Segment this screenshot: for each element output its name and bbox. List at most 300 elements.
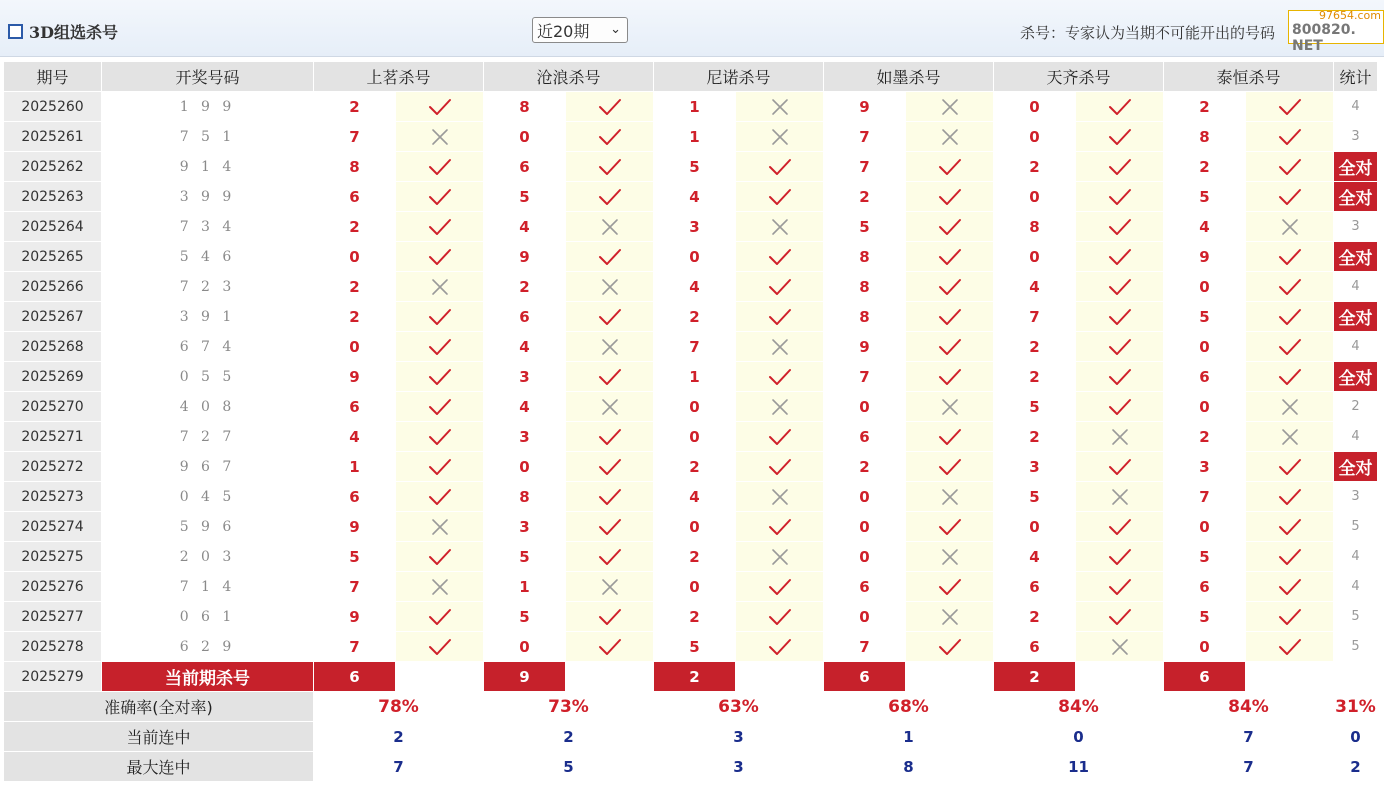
miss-mark-cell	[906, 92, 994, 122]
cross-icon	[601, 278, 619, 296]
table-row	[4, 542, 1378, 572]
kill-number-cell: 2	[994, 152, 1076, 182]
draw-number-cell: 7 2 7	[102, 422, 314, 452]
hit-mark-cell	[1076, 362, 1164, 392]
kill-number-cell: 8	[824, 242, 906, 272]
accuracy-row-value: 73%	[484, 692, 654, 722]
cross-icon	[771, 488, 789, 506]
cross-icon	[771, 398, 789, 416]
check-icon	[1108, 518, 1132, 536]
table-row	[4, 272, 1378, 302]
period-cell: 2025264	[4, 212, 102, 242]
cross-icon	[1111, 488, 1129, 506]
kill-number-cell: 0	[654, 392, 736, 422]
miss-mark-cell	[906, 122, 994, 152]
check-icon	[1278, 128, 1302, 146]
period-cell: 2025273	[4, 482, 102, 512]
hit-mark-cell	[1076, 302, 1164, 332]
kill-number-cell: 9	[314, 362, 396, 392]
kill-number-cell: 7	[1164, 482, 1246, 512]
col-header-expert: 天齐杀号	[994, 62, 1164, 92]
max-streak-row-label: 最大连中	[4, 752, 314, 782]
period-cell: 2025278	[4, 632, 102, 662]
hit-mark-cell	[1246, 602, 1334, 632]
kill-number-cell: 0	[484, 122, 566, 152]
check-icon	[598, 128, 622, 146]
table-row	[4, 92, 1378, 122]
kill-number-cell: 0	[824, 512, 906, 542]
check-icon	[428, 188, 452, 206]
check-icon	[428, 458, 452, 476]
kill-number-cell: 2	[824, 452, 906, 482]
kill-number-cell: 9	[824, 92, 906, 122]
hit-count-cell: 3	[1334, 482, 1378, 512]
cross-icon	[1111, 638, 1129, 656]
kill-number-cell: 8	[824, 272, 906, 302]
hit-mark-cell	[396, 362, 484, 392]
hit-mark-cell	[736, 242, 824, 272]
kill-number-cell: 3	[1164, 452, 1246, 482]
hit-mark-cell	[396, 92, 484, 122]
hit-mark-cell	[1246, 332, 1334, 362]
hit-mark-cell	[1076, 332, 1164, 362]
kill-number-table	[3, 61, 1378, 782]
kill-number-cell: 0	[994, 242, 1076, 272]
current-stat-spacer	[1334, 662, 1378, 692]
kill-number-cell: 3	[654, 212, 736, 242]
draw-number-cell: 7 3 4	[102, 212, 314, 242]
watermark-site: 800820. NET	[1292, 22, 1356, 54]
miss-mark-cell	[1246, 422, 1334, 452]
kill-number-cell: 9	[1164, 242, 1246, 272]
hit-mark-cell	[396, 632, 484, 662]
table-row	[4, 362, 1378, 392]
check-icon	[598, 368, 622, 386]
kill-number-note: 杀号：专家认为当期不可能开出的号码	[1020, 24, 1276, 42]
col-header-expert: 如墨杀号	[824, 62, 994, 92]
miss-mark-cell	[906, 602, 994, 632]
kill-number-cell: 5	[484, 542, 566, 572]
kill-number-cell: 8	[484, 482, 566, 512]
kill-number-cell: 4	[1164, 212, 1246, 242]
check-icon	[1108, 368, 1132, 386]
cross-icon	[941, 488, 959, 506]
hit-mark-cell	[1076, 542, 1164, 572]
period-cell: 2025277	[4, 602, 102, 632]
hit-mark-cell	[566, 302, 654, 332]
kill-number-cell: 0	[824, 542, 906, 572]
check-icon	[1108, 548, 1132, 566]
cross-icon	[771, 218, 789, 236]
kill-number-cell: 8	[824, 302, 906, 332]
hit-mark-cell	[1076, 242, 1164, 272]
current-kill-number: 6	[314, 662, 396, 692]
current-streak-row-value: 7	[1164, 722, 1334, 752]
check-icon	[598, 308, 622, 326]
miss-mark-cell	[736, 482, 824, 512]
header-row	[4, 62, 1378, 92]
check-icon	[938, 368, 962, 386]
kill-number-cell: 0	[654, 572, 736, 602]
check-icon	[1108, 278, 1132, 296]
kill-number-cell: 4	[484, 392, 566, 422]
check-icon	[598, 248, 622, 266]
hit-mark-cell	[1076, 92, 1164, 122]
col-header-period: 期号	[4, 62, 102, 92]
check-icon	[938, 638, 962, 656]
hit-mark-cell	[1246, 242, 1334, 272]
current-streak-row	[4, 722, 1378, 752]
table-row	[4, 482, 1378, 512]
draw-number-cell: 5 4 6	[102, 242, 314, 272]
check-icon	[1278, 638, 1302, 656]
check-icon	[1278, 578, 1302, 596]
kill-number-cell: 4	[654, 182, 736, 212]
miss-mark-cell	[906, 542, 994, 572]
current-kill-number: 6	[824, 662, 906, 692]
kill-number-cell: 7	[994, 302, 1076, 332]
kill-number-cell: 2	[1164, 92, 1246, 122]
kill-number-cell: 6	[314, 182, 396, 212]
kill-number-cell: 7	[314, 632, 396, 662]
kill-number-cell: 2	[314, 302, 396, 332]
kill-number-cell: 2	[484, 272, 566, 302]
kill-number-cell: 7	[824, 122, 906, 152]
kill-number-cell: 6	[314, 392, 396, 422]
kill-number-cell: 7	[654, 332, 736, 362]
draw-number-cell: 6 2 9	[102, 632, 314, 662]
cross-icon	[1281, 218, 1299, 236]
draw-number-cell: 6 7 4	[102, 332, 314, 362]
miss-mark-cell	[566, 332, 654, 362]
check-icon	[768, 188, 792, 206]
cross-icon	[941, 548, 959, 566]
period-cell: 2025272	[4, 452, 102, 482]
kill-number-cell: 5	[484, 602, 566, 632]
check-icon	[1108, 578, 1132, 596]
check-icon	[428, 248, 452, 266]
cross-icon	[771, 338, 789, 356]
hit-mark-cell	[1076, 182, 1164, 212]
hit-mark-cell	[736, 302, 824, 332]
kill-number-cell: 8	[484, 92, 566, 122]
cross-icon	[601, 218, 619, 236]
hit-mark-cell	[1076, 122, 1164, 152]
miss-mark-cell	[396, 122, 484, 152]
kill-number-cell: 4	[314, 422, 396, 452]
check-icon	[598, 158, 622, 176]
check-icon	[938, 518, 962, 536]
hit-mark-cell	[906, 632, 994, 662]
kill-number-cell: 5	[824, 212, 906, 242]
miss-mark-cell	[566, 572, 654, 602]
draw-number-cell: 4 0 8	[102, 392, 314, 422]
hit-mark-cell	[736, 152, 824, 182]
kill-number-cell: 1	[484, 572, 566, 602]
kill-number-cell: 3	[484, 362, 566, 392]
kill-number-cell: 1	[654, 122, 736, 152]
check-icon	[1278, 158, 1302, 176]
kill-number-cell: 0	[824, 602, 906, 632]
kill-number-cell: 0	[994, 122, 1076, 152]
kill-number-cell: 2	[994, 602, 1076, 632]
all-correct-badge: 全对	[1334, 242, 1378, 272]
check-icon	[768, 308, 792, 326]
current-kill-spacer	[396, 662, 484, 692]
current-kill-spacer	[736, 662, 824, 692]
page-title: 3D组选杀号	[29, 23, 119, 42]
table-row	[4, 602, 1378, 632]
hit-count-cell: 4	[1334, 572, 1378, 602]
check-icon	[938, 158, 962, 176]
hit-mark-cell	[566, 122, 654, 152]
kill-number-cell: 9	[314, 602, 396, 632]
kill-number-cell: 1	[654, 92, 736, 122]
hit-count-cell: 2	[1334, 392, 1378, 422]
kill-number-cell: 0	[994, 182, 1076, 212]
current-streak-row-value: 2	[484, 722, 654, 752]
check-icon	[1108, 218, 1132, 236]
kill-number-cell: 5	[1164, 182, 1246, 212]
kill-number-cell: 3	[484, 512, 566, 542]
max-streak-row	[4, 752, 1378, 782]
table-row	[4, 632, 1378, 662]
hit-count-cell: 4	[1334, 272, 1378, 302]
hit-mark-cell	[906, 272, 994, 302]
kill-number-cell: 0	[484, 452, 566, 482]
accuracy-row-total: 31%	[1334, 692, 1378, 722]
all-correct-badge: 全对	[1334, 452, 1378, 482]
current-streak-row-value: 3	[654, 722, 824, 752]
kill-number-cell: 0	[1164, 392, 1246, 422]
kill-number-cell: 2	[1164, 152, 1246, 182]
check-icon	[1108, 398, 1132, 416]
hit-mark-cell	[566, 542, 654, 572]
kill-number-cell: 5	[314, 542, 396, 572]
range-select[interactable]	[532, 17, 628, 43]
period-cell: 2025271	[4, 422, 102, 452]
accuracy-row-value: 84%	[994, 692, 1164, 722]
hit-mark-cell	[1076, 452, 1164, 482]
check-icon	[1278, 338, 1302, 356]
current-kill-number: 2	[994, 662, 1076, 692]
hit-mark-cell	[396, 392, 484, 422]
hit-mark-cell	[1246, 182, 1334, 212]
cross-icon	[1281, 428, 1299, 446]
hit-mark-cell	[396, 152, 484, 182]
check-icon	[938, 338, 962, 356]
cross-icon	[771, 128, 789, 146]
hit-mark-cell	[1246, 122, 1334, 152]
hit-mark-cell	[1246, 362, 1334, 392]
kill-number-cell: 8	[1164, 122, 1246, 152]
hit-mark-cell	[566, 242, 654, 272]
draw-number-cell: 7 2 3	[102, 272, 314, 302]
check-icon	[598, 548, 622, 566]
check-icon	[428, 338, 452, 356]
accuracy-row-value: 84%	[1164, 692, 1334, 722]
check-icon	[768, 518, 792, 536]
kill-number-cell: 6	[314, 482, 396, 512]
kill-number-cell: 2	[654, 302, 736, 332]
current-kill-spacer	[1076, 662, 1164, 692]
miss-mark-cell	[396, 512, 484, 542]
cross-icon	[431, 128, 449, 146]
check-icon	[428, 368, 452, 386]
miss-mark-cell	[736, 212, 824, 242]
table-row	[4, 182, 1378, 212]
cross-icon	[941, 98, 959, 116]
max-streak-row-value: 3	[654, 752, 824, 782]
miss-mark-cell	[906, 482, 994, 512]
col-header-expert: 尼诺杀号	[654, 62, 824, 92]
hit-mark-cell	[736, 602, 824, 632]
draw-number-cell: 5 9 6	[102, 512, 314, 542]
kill-number-cell: 4	[484, 212, 566, 242]
range-select-value: 近20期	[537, 21, 590, 41]
check-icon	[598, 608, 622, 626]
cross-icon	[431, 278, 449, 296]
check-icon	[768, 248, 792, 266]
hit-mark-cell	[396, 422, 484, 452]
hit-mark-cell	[736, 362, 824, 392]
hit-mark-cell	[1076, 392, 1164, 422]
miss-mark-cell	[736, 542, 824, 572]
kill-number-cell: 9	[484, 242, 566, 272]
chevron-down-icon: ⌄	[610, 22, 621, 37]
kill-number-cell: 8	[314, 152, 396, 182]
current-period-row	[4, 662, 1378, 692]
hit-mark-cell	[396, 182, 484, 212]
check-icon	[768, 368, 792, 386]
cross-icon	[601, 578, 619, 596]
checkbox-icon[interactable]	[8, 24, 23, 39]
period-cell: 2025265	[4, 242, 102, 272]
top-toolbar	[0, 0, 1384, 57]
hit-mark-cell	[396, 542, 484, 572]
check-icon	[768, 278, 792, 296]
hit-mark-cell	[906, 362, 994, 392]
period-cell: 2025279	[4, 662, 102, 692]
cross-icon	[601, 398, 619, 416]
accuracy-row-value: 78%	[314, 692, 484, 722]
hit-mark-cell	[736, 452, 824, 482]
draw-number-cell: 3 9 9	[102, 182, 314, 212]
max-streak-row-value: 7	[1164, 752, 1334, 782]
hit-mark-cell	[906, 182, 994, 212]
kill-number-cell: 8	[994, 212, 1076, 242]
miss-mark-cell	[1246, 392, 1334, 422]
miss-mark-cell	[736, 92, 824, 122]
check-icon	[1108, 188, 1132, 206]
check-icon	[938, 188, 962, 206]
accuracy-row-value: 63%	[654, 692, 824, 722]
hit-mark-cell	[1246, 542, 1334, 572]
kill-number-cell: 0	[314, 242, 396, 272]
cross-icon	[941, 398, 959, 416]
hit-count-cell: 4	[1334, 332, 1378, 362]
draw-number-cell: 7 5 1	[102, 122, 314, 152]
col-header-expert: 沧浪杀号	[484, 62, 654, 92]
check-icon	[1108, 248, 1132, 266]
check-icon	[1278, 488, 1302, 506]
hit-mark-cell	[396, 212, 484, 242]
kill-number-cell: 9	[314, 512, 396, 542]
kill-number-cell: 7	[824, 632, 906, 662]
hit-mark-cell	[1246, 512, 1334, 542]
cross-icon	[771, 548, 789, 566]
kill-number-cell: 5	[1164, 602, 1246, 632]
hit-mark-cell	[566, 452, 654, 482]
kill-number-cell: 5	[654, 152, 736, 182]
accuracy-row-value: 68%	[824, 692, 994, 722]
table-row	[4, 152, 1378, 182]
kill-number-cell: 6	[824, 572, 906, 602]
check-icon	[938, 248, 962, 266]
current-streak-row-value: 0	[994, 722, 1164, 752]
period-cell: 2025274	[4, 512, 102, 542]
accuracy-row	[4, 692, 1378, 722]
kill-number-cell: 6	[1164, 362, 1246, 392]
table-row	[4, 512, 1378, 542]
draw-number-cell: 9 1 4	[102, 152, 314, 182]
check-icon	[1278, 368, 1302, 386]
hit-mark-cell	[566, 602, 654, 632]
kill-number-cell: 2	[994, 422, 1076, 452]
kill-number-cell: 0	[1164, 632, 1246, 662]
check-icon	[1278, 458, 1302, 476]
kill-number-cell: 2	[314, 212, 396, 242]
hit-mark-cell	[396, 452, 484, 482]
check-icon	[428, 608, 452, 626]
col-header-draw: 开奖号码	[102, 62, 314, 92]
period-cell: 2025262	[4, 152, 102, 182]
draw-number-cell: 2 0 3	[102, 542, 314, 572]
hit-count-cell: 5	[1334, 632, 1378, 662]
hit-mark-cell	[566, 512, 654, 542]
check-icon	[768, 578, 792, 596]
max-streak-row-total: 2	[1334, 752, 1378, 782]
hit-count-cell: 4	[1334, 92, 1378, 122]
kill-number-cell: 2	[994, 362, 1076, 392]
kill-number-cell: 2	[994, 332, 1076, 362]
current-kill-number: 2	[654, 662, 736, 692]
hit-mark-cell	[736, 272, 824, 302]
check-icon	[1108, 98, 1132, 116]
check-icon	[598, 488, 622, 506]
table-row	[4, 122, 1378, 152]
period-cell: 2025267	[4, 302, 102, 332]
hit-mark-cell	[1076, 602, 1164, 632]
title-group	[8, 20, 118, 43]
current-kill-spacer	[1246, 662, 1334, 692]
max-streak-row-value: 8	[824, 752, 994, 782]
hit-mark-cell	[396, 332, 484, 362]
check-icon	[938, 428, 962, 446]
draw-number-cell: 9 6 7	[102, 452, 314, 482]
check-icon	[768, 428, 792, 446]
hit-mark-cell	[906, 512, 994, 542]
miss-mark-cell	[736, 122, 824, 152]
check-icon	[938, 458, 962, 476]
table-row	[4, 572, 1378, 602]
kill-number-cell: 4	[994, 542, 1076, 572]
hit-mark-cell	[1246, 452, 1334, 482]
hit-count-cell: 3	[1334, 122, 1378, 152]
kill-number-cell: 6	[484, 302, 566, 332]
max-streak-row-value: 11	[994, 752, 1164, 782]
kill-number-cell: 2	[1164, 422, 1246, 452]
